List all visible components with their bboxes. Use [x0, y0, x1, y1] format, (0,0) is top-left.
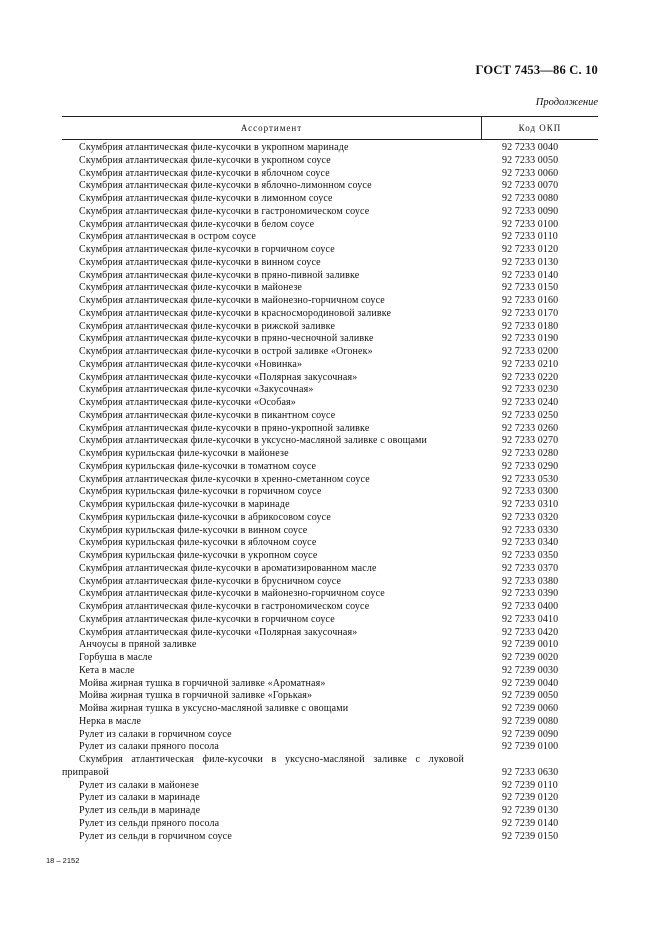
okp-code: 92 7233 0170 — [502, 307, 559, 319]
table-row — [62, 244, 598, 257]
assortment-name: Скумбрия атлантическая филе-кусочки в рижской заливке — [79, 320, 336, 332]
okp-code: 92 7233 0370 — [502, 562, 559, 574]
okp-code: 92 7239 0030 — [502, 664, 559, 676]
assortment-name: Скумбрия атлантическая филе-кусочки в гастрономическом соусе — [79, 601, 370, 612]
table-row — [62, 831, 598, 844]
okp-code: 92 7239 0150 — [502, 830, 559, 842]
table-row — [62, 359, 598, 372]
okp-code: 92 7233 0230 — [502, 384, 559, 396]
assortment-name: Скумбрия атлантическая филе-кусочки в уксусно-масляной заливке с овощами — [79, 435, 428, 447]
assortment-name: Скумбрия атлантическая в остром соусе — [79, 231, 256, 243]
okp-code: 92 7233 0150 — [502, 282, 559, 294]
table-row — [62, 270, 598, 283]
assortment-name: Рулет из сельди пряного посола — [79, 817, 220, 829]
assortment-name: Мойва жирная тушка в горчичной заливке «Горькая» — [79, 690, 313, 702]
okp-code: 92 7233 0350 — [502, 550, 559, 561]
assortment-name: Скумбрия курильская филе-кусочки в маринаде — [79, 499, 290, 510]
okp-code: 92 7233 0090 — [502, 205, 559, 217]
okp-code: 92 7233 0240 — [502, 397, 559, 408]
okp-code: 92 7233 0290 — [502, 460, 559, 472]
table-row — [62, 563, 598, 576]
okp-code: 92 7233 0050 — [502, 154, 559, 166]
assortment-name: Скумбрия атлантическая филе-кусочки в острой заливке «Огонек» — [79, 346, 373, 357]
okp-code: 92 7233 0330 — [502, 524, 559, 536]
table-row — [62, 754, 598, 780]
assortment-name: Скумбрия атлантическая филе-кусочки в майонезно-горчичном соусе — [79, 295, 385, 306]
table-row — [62, 448, 598, 461]
assortment-name: Анчоусы в пряной заливке — [79, 639, 197, 651]
assortment-name: Скумбрия атлантическая филе-кусочки «Новинка» — [79, 358, 303, 370]
table-row — [62, 257, 598, 270]
table-row — [62, 282, 598, 295]
okp-code: 92 7239 0020 — [502, 652, 559, 663]
table-row — [62, 792, 598, 805]
table-row — [62, 308, 598, 321]
assortment-name: Скумбрия атлантическая филе-кусочки в укропном маринаде — [79, 142, 349, 153]
assortment-name: Скумбрия атлантическая филе-кусочки в яблочно-лимонном соусе — [79, 180, 372, 192]
assortment-name: Скумбрия атлантическая филе-кусочки «Полярная закусочная» — [79, 371, 358, 383]
table-row — [62, 703, 598, 716]
assortment-name: Скумбрия курильская филе-кусочки в горчичном соусе — [79, 486, 322, 498]
assortment-name: Рулет из салаки в маринаде — [79, 792, 200, 804]
assortment-name: Рулет из салаки в майонезе — [79, 779, 199, 791]
okp-code: 92 7233 0270 — [502, 435, 559, 447]
table-row — [62, 805, 598, 818]
table-row — [62, 729, 598, 742]
table-row — [62, 193, 598, 206]
assortment-name: Скумбрия курильская филе-кусочки в укропном соусе — [79, 550, 318, 561]
okp-code: 92 7239 0100 — [502, 741, 559, 753]
table-row — [62, 550, 598, 563]
assortment-name: Мойва жирная тушка в уксусно-масляной заливке с овощами — [79, 703, 349, 714]
table-row — [62, 397, 598, 410]
okp-code: 92 7233 0300 — [502, 486, 559, 498]
okp-code: 92 7239 0110 — [502, 779, 558, 791]
table-row — [62, 741, 598, 754]
table-row — [62, 652, 598, 665]
page-header-title: ГОСТ 7453—86 С. 10 — [475, 63, 598, 77]
assortment-name: Скумбрия атлантическая филе-кусочки в винном соусе — [79, 256, 321, 268]
assortment-name: Нерка в масле — [79, 715, 142, 727]
assortment-name: Скумбрия атлантическая филе-кусочки в пряно-укропной заливке — [79, 422, 370, 434]
assortment-name: Рулет из салаки пряного посола — [79, 741, 219, 753]
assortment-name: Рулет из салаки в горчичном соусе — [79, 728, 232, 740]
assortment-name: Скумбрия атлантическая филе-кусочки в майонезе — [79, 282, 303, 294]
table-row — [62, 474, 598, 487]
print-signature-note: 18 – 2152 — [46, 856, 80, 865]
assortment-name: Скумбрия атлантическая филе-кусочки «Особая» — [79, 397, 296, 408]
okp-code: 92 7233 0340 — [502, 537, 559, 549]
table-row — [62, 614, 598, 627]
okp-code: 92 7239 0130 — [502, 805, 559, 816]
assortment-name: Скумбрия атлантическая филе-кусочки в брусничном соусе — [79, 575, 342, 587]
table-row — [62, 219, 598, 232]
table-row — [62, 639, 598, 652]
table-row — [62, 678, 598, 691]
assortment-name: Скумбрия атлантическая филе-кусочки в лимонном соусе — [79, 193, 333, 204]
table-row — [62, 231, 598, 244]
okp-code: 92 7239 0010 — [502, 639, 559, 651]
column-header-okp-code: Код ОКП — [518, 123, 562, 133]
assortment-name: Скумбрия атлантическая филе-кусочки в пряно-пивной заливке — [79, 269, 360, 281]
okp-code: 92 7233 0180 — [502, 320, 559, 332]
okp-code: 92 7239 0090 — [502, 728, 559, 740]
okp-code: 92 7233 0390 — [502, 588, 559, 600]
assortment-table — [62, 116, 598, 843]
okp-code: 92 7233 0160 — [502, 295, 559, 306]
assortment-name: Скумбрия атлантическая филе-кусочки в гастрономическом соусе — [79, 205, 370, 217]
okp-code: 92 7233 0410 — [502, 613, 559, 625]
assortment-name: Скумбрия атлантическая филе-кусочки в горчичном соусе — [79, 244, 335, 255]
okp-code: 92 7233 0110 — [502, 231, 558, 243]
column-header-assortment: Ассортимент — [62, 117, 482, 139]
table-row — [62, 372, 598, 385]
table-row — [62, 576, 598, 589]
table-row — [62, 142, 598, 155]
table-row — [62, 512, 598, 525]
okp-code: 92 7239 0060 — [502, 703, 559, 714]
table-row — [62, 295, 598, 308]
okp-code: 92 7239 0040 — [502, 677, 559, 689]
assortment-name: Рулет из сельди в горчичном соусе — [79, 830, 232, 842]
table-row — [62, 333, 598, 346]
table-row — [62, 525, 598, 538]
assortment-name: Скумбрия атлантическая филе-кусочки в хренно-сметанном соусе — [79, 473, 370, 485]
table-row — [62, 627, 598, 640]
assortment-name: Скумбрия атлантическая филе-кусочки в пряно-чесночной заливке — [79, 333, 374, 345]
okp-code: 92 7233 0250 — [502, 409, 559, 421]
assortment-name: Рулет из сельди в маринаде — [79, 805, 201, 816]
table-row — [62, 423, 598, 436]
okp-code: 92 7233 0280 — [502, 448, 559, 459]
okp-code: 92 7239 0120 — [502, 792, 559, 804]
okp-code: 92 7233 0140 — [502, 269, 559, 281]
assortment-name: Скумбрия атлантическая филе-кусочки в уксусно-масляной заливке с луковой приправой — [62, 754, 464, 778]
continuation-label: Продолжение — [535, 97, 598, 108]
assortment-name: Мойва жирная тушка в горчичной заливке «Ароматная» — [79, 677, 326, 689]
assortment-name: Скумбрия атлантическая филе-кусочки в красносмородиновой заливке — [79, 307, 392, 319]
table-row — [62, 780, 598, 793]
assortment-name: Скумбрия атлантическая филе-кусочки «Полярная закусочная» — [79, 626, 358, 638]
okp-code: 92 7233 0400 — [502, 601, 559, 612]
table-row — [62, 818, 598, 831]
assortment-name: Скумбрия курильская филе-кусочки в абрикосовом соусе — [79, 511, 331, 523]
okp-code: 92 7233 0190 — [502, 333, 559, 345]
assortment-name: Скумбрия курильская филе-кусочки в томатном соусе — [79, 460, 317, 472]
table-header — [62, 116, 598, 140]
table-row — [62, 665, 598, 678]
assortment-name: Скумбрия атлантическая филе-кусочки в майонезно-горчичном соусе — [79, 588, 385, 600]
okp-code: 92 7233 0210 — [502, 358, 559, 370]
okp-code: 92 7233 0220 — [502, 371, 559, 383]
okp-code: 92 7233 0630 — [502, 766, 559, 778]
table-row — [62, 486, 598, 499]
table-row — [62, 537, 598, 550]
table-row — [62, 690, 598, 703]
okp-code: 92 7233 0200 — [502, 346, 559, 357]
table-row — [62, 168, 598, 181]
okp-code: 92 7233 0060 — [502, 167, 559, 179]
okp-code: 92 7233 0100 — [502, 218, 559, 230]
assortment-name: Скумбрия атлантическая филе-кусочки «Закусочная» — [79, 384, 314, 396]
assortment-name: Скумбрия атлантическая филе-кусочки в укропном соусе — [79, 154, 331, 166]
table-row — [62, 410, 598, 423]
okp-code: 92 7233 0130 — [502, 256, 559, 268]
okp-code: 92 7233 0070 — [502, 180, 559, 192]
table-row — [62, 180, 598, 193]
assortment-name: Скумбрия атлантическая филе-кусочки в пикантном соусе — [79, 409, 336, 421]
okp-code: 92 7233 0260 — [502, 422, 559, 434]
okp-code: 92 7239 0140 — [502, 817, 559, 829]
table-row — [62, 321, 598, 334]
assortment-name: Скумбрия курильская филе-кусочки в яблочном соусе — [79, 537, 317, 549]
table-body — [62, 140, 598, 843]
table-row — [62, 155, 598, 168]
okp-code: 92 7233 0530 — [502, 473, 559, 485]
assortment-name: Скумбрия курильская филе-кусочки в майонезе — [79, 448, 289, 459]
assortment-name: Горбуша в масле — [79, 652, 153, 663]
okp-code: 92 7233 0380 — [502, 575, 559, 587]
assortment-name: Скумбрия курильская филе-кусочки в винном соусе — [79, 524, 308, 536]
table-row — [62, 435, 598, 448]
okp-code: 92 7239 0050 — [502, 690, 559, 702]
okp-code: 92 7233 0080 — [502, 193, 559, 204]
assortment-name: Скумбрия атлантическая филе-кусочки в горчичном соусе — [79, 613, 335, 625]
table-row — [62, 461, 598, 474]
table-row — [62, 499, 598, 512]
okp-code: 92 7233 0420 — [502, 626, 559, 638]
table-row — [62, 384, 598, 397]
okp-code: 92 7233 0040 — [502, 142, 559, 153]
table-row — [62, 716, 598, 729]
assortment-name: Скумбрия атлантическая филе-кусочки в яблочном соусе — [79, 167, 330, 179]
okp-code: 92 7239 0080 — [502, 715, 559, 727]
assortment-name: Скумбрия атлантическая филе-кусочки в белом соусе — [79, 218, 315, 230]
okp-code: 92 7233 0120 — [502, 244, 559, 255]
okp-code: 92 7233 0320 — [502, 511, 559, 523]
table-row — [62, 601, 598, 614]
assortment-name: Кета в масле — [79, 664, 135, 676]
okp-code: 92 7233 0310 — [502, 499, 559, 510]
table-row — [62, 206, 598, 219]
table-row — [62, 346, 598, 359]
table-row — [62, 588, 598, 601]
assortment-name: Скумбрия атлантическая филе-кусочки в ароматизированном масле — [79, 562, 377, 574]
